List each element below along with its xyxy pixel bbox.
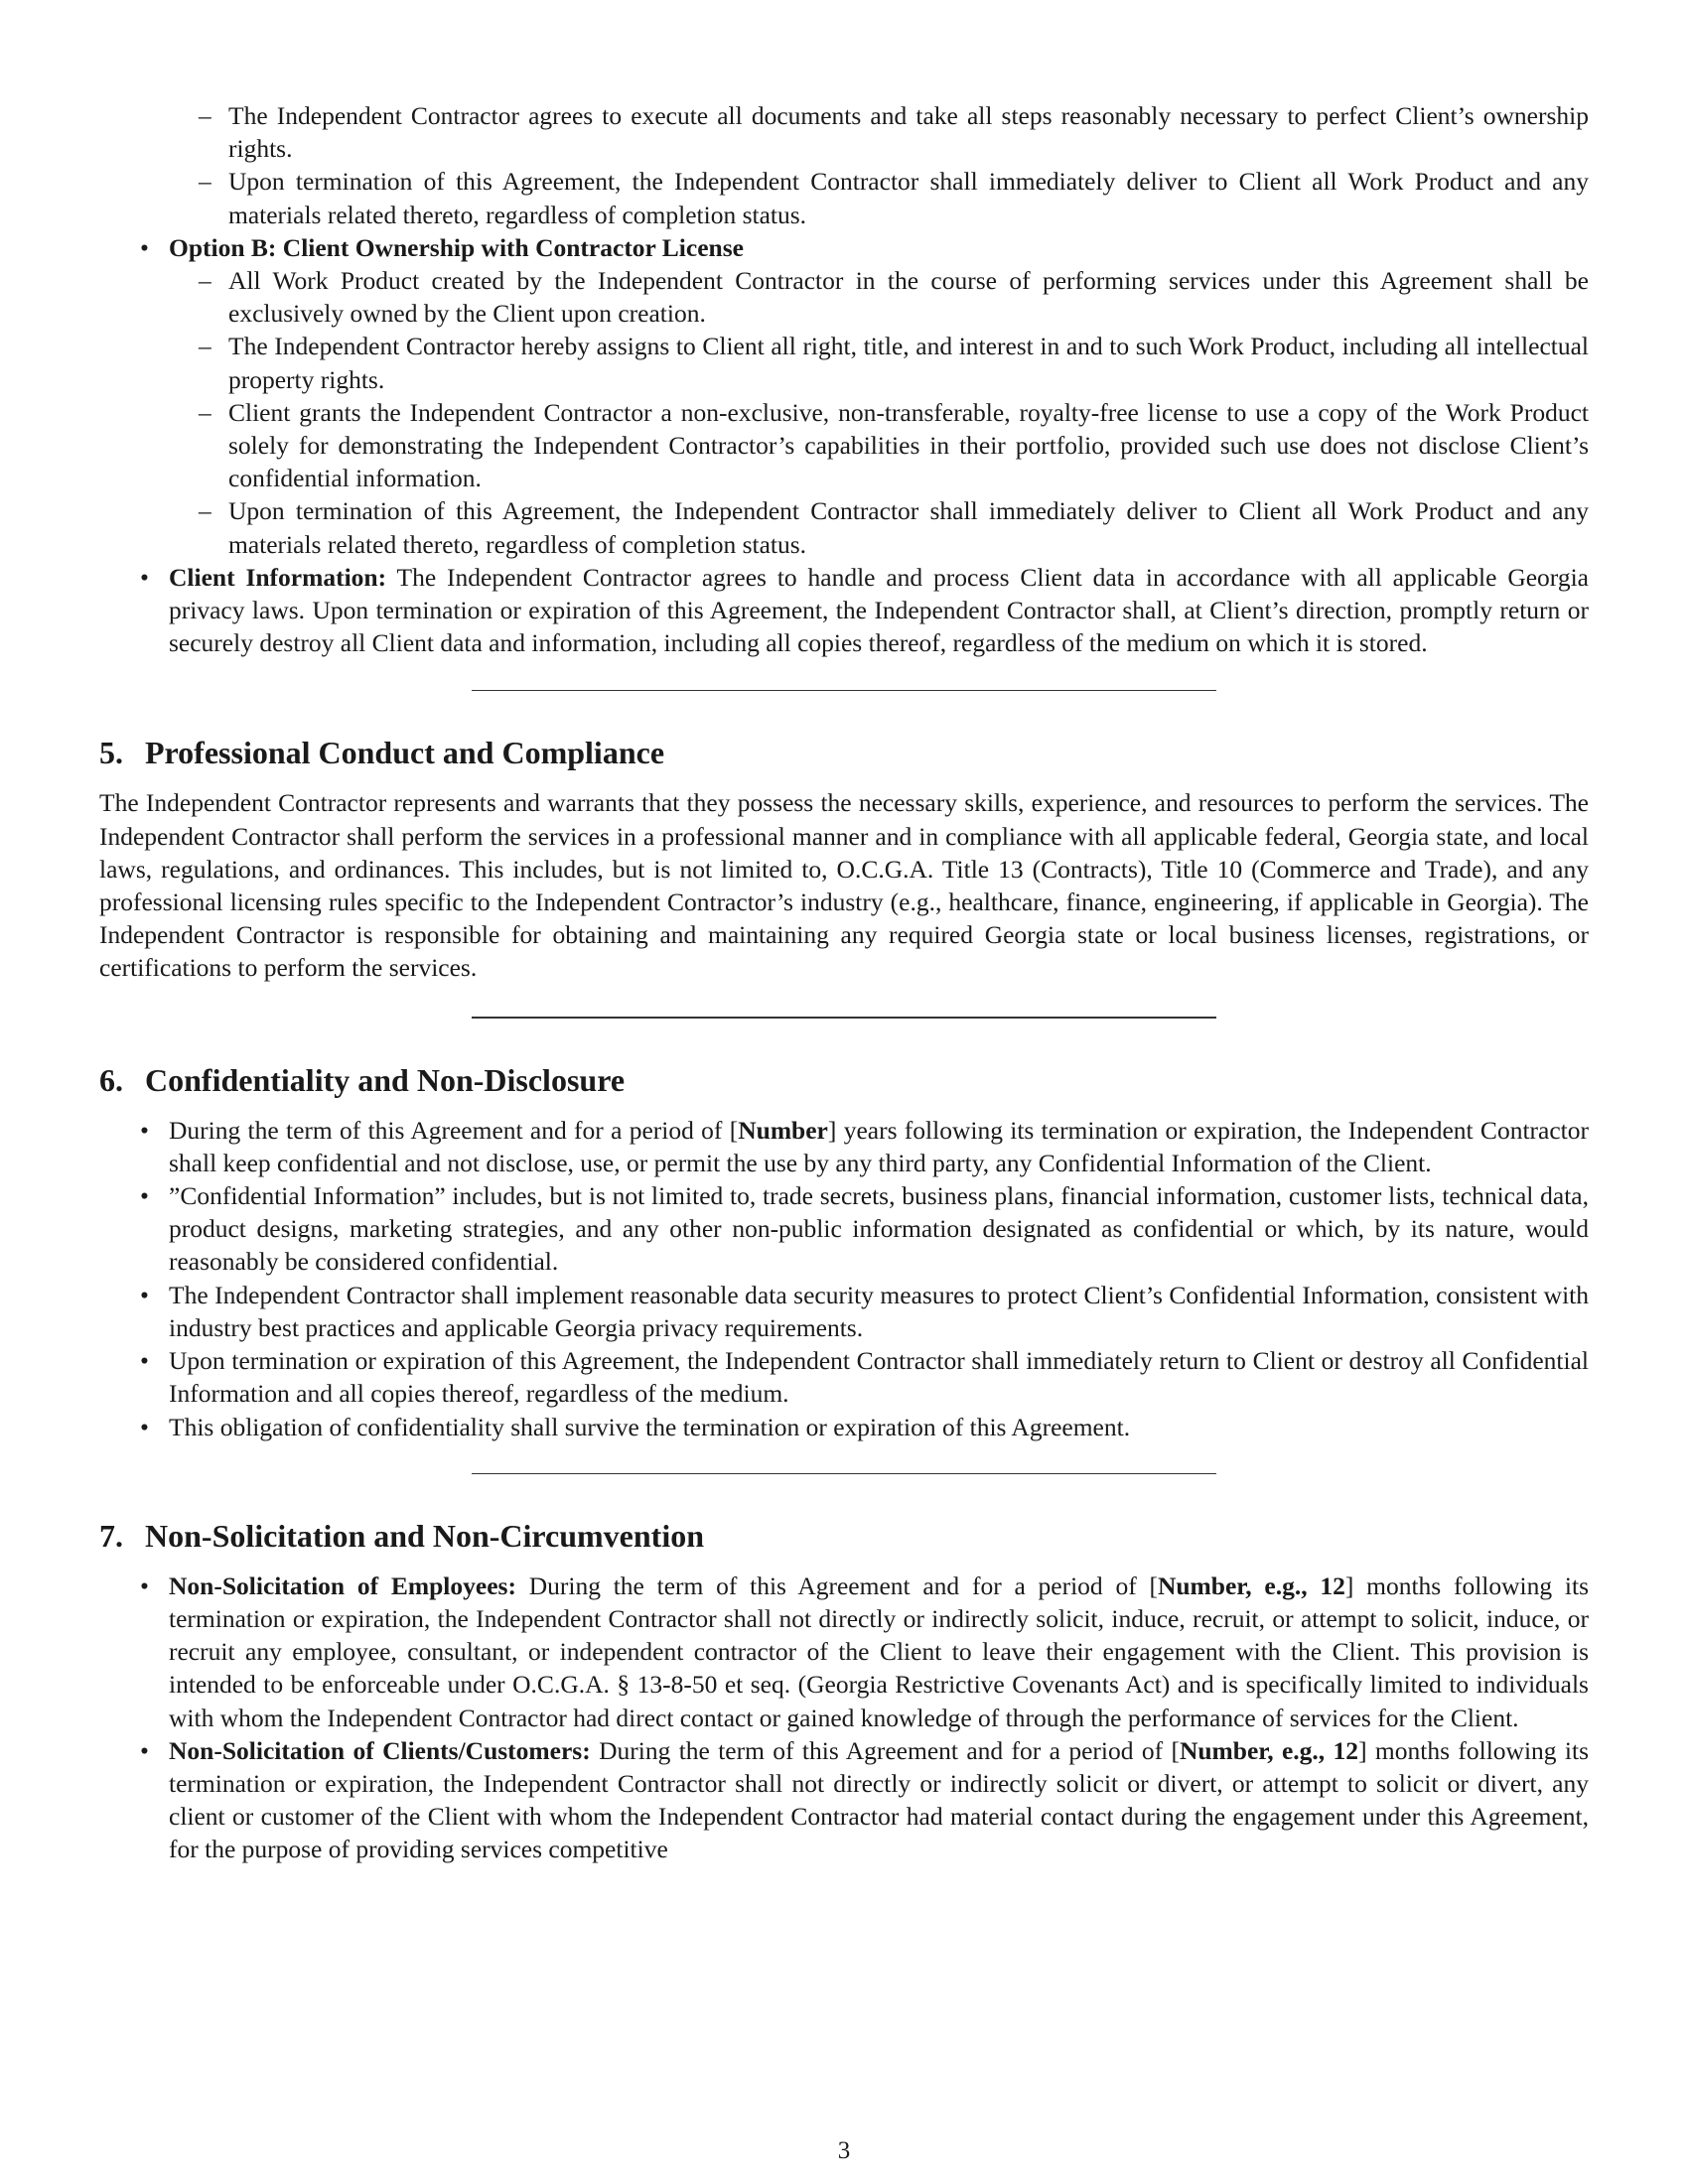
section-title: Professional Conduct and Compliance bbox=[145, 735, 665, 771]
continued-list bbox=[99, 99, 1589, 659]
section-7-list bbox=[99, 1570, 1589, 1866]
item-text: During the term of this Agreement and for a period of [ bbox=[590, 1735, 1180, 1765]
section-title: Non-Solicitation and Non-Circumvention bbox=[145, 1517, 705, 1554]
placeholder-number: Number bbox=[738, 1115, 828, 1145]
item-label: Non-Solicitation of Employees: bbox=[169, 1570, 516, 1600]
list-item: • This obligation of confidentiality shall survive the termination or expiration of this Agreement. bbox=[99, 1411, 1589, 1443]
list-item: • The Independent Contractor shall implement reasonable data security measures to protect Client’s Confidential Information, consistent with industry best practices and applicable Georgia privacy requirements. bbox=[99, 1279, 1589, 1344]
list-item bbox=[99, 1734, 1589, 1866]
client-information-item bbox=[99, 561, 1589, 660]
list-item: – The Independent Contractor agrees to execute all documents and take all steps reasonably necessary to perfect Client’s ownership rights. bbox=[99, 99, 1589, 165]
placeholder-number: Number, e.g., 12 bbox=[1179, 1735, 1359, 1765]
list-item: – The Independent Contractor hereby assigns to Client all right, title, and interest in and to such Work Product, including all intellectual property rights. bbox=[99, 330, 1589, 395]
list-item: • ”Confidential Information” includes, but is not limited to, trade secrets, business plans, financial information, customer lists, technical data, product designs, marketing strategies, and any other non-public information designated as confidential or which, by its nature, would reasonably be considered confidential. bbox=[99, 1179, 1589, 1279]
section-6-list bbox=[99, 1114, 1589, 1443]
client-information-label: Client Information: bbox=[169, 562, 387, 592]
item-text: ] months following its termination or expiration, the Independent Contractor shall not directly or indirectly solicit, induce, recruit, or attempt to solicit, induce, or recruit any employee, consultant, or independent contractor of the Client to leave their engagement with the Client. This provision is intended to be enforceable under O.C.G.A. § 13-8-50 et seq. (Georgia Restrictive Covenants Act) and is specifically limited to individuals with whom the Independent Contractor had direct contact or gained knowledge of through the performance of services for the Client. bbox=[169, 1570, 1589, 1732]
item-text: During the term of this Agreement and for a period of [ bbox=[169, 1115, 739, 1145]
list-item: – Upon termination of this Agreement, the Independent Contractor shall immediately deliver to Client all Work Product and any materials related thereto, regardless of completion status. bbox=[99, 494, 1589, 560]
page-content bbox=[99, 99, 1589, 1866]
item-label: Non-Solicitation of Clients/Customers: bbox=[169, 1735, 591, 1765]
page-number: 3 bbox=[837, 2137, 851, 2164]
section-title: Confidentiality and Non-Disclosure bbox=[145, 1061, 626, 1098]
list-item: – Upon termination of this Agreement, the Independent Contractor shall immediately deliver to Client all Work Product and any materials related thereto, regardless of completion status. bbox=[99, 165, 1589, 230]
option-b-item bbox=[99, 231, 1589, 561]
section-6-heading bbox=[99, 1060, 1589, 1100]
item-text: During the term of this Agreement and for a period of [ bbox=[515, 1570, 1158, 1600]
section-number: 5. bbox=[99, 735, 123, 771]
item-text: ] months following its termination or expiration, the Independent Contractor shall not directly or indirectly solicit or divert, or attempt to solicit or divert, any client or customer of the Client with whom the Independent Contractor had material contact during the engagement under this Agreement, for the purpose of providing services competitive bbox=[169, 1735, 1589, 1864]
section-divider bbox=[472, 1017, 1216, 1019]
section-5-body: The Independent Contractor represents and warrants that they possess the necessary skills, experience, and resources to perform the services. The Independent Contractor shall perform the services in a professional manner and in compliance with all applicable federal, Georgia state, and local laws, regulations, and ordinances. This includes, but is not limited to, O.C.G.A. Title 13 (Contracts), Title 10 (Commerce and Trade), and any professional licensing rules specific to the Independent Contractor’s industry (e.g., healthcare, finance, engineering, if applicable in Georgia). The Independent Contractor is responsible for obtaining and maintaining any required Georgia state or local business licenses, registrations, or certifications to perform the services. bbox=[99, 788, 1589, 983]
list-item: – Client grants the Independent Contractor a non-exclusive, non-transferable, royalty-free license to use a copy of the Work Product solely for demonstrating the Independent Contractor’s capabilities in their portfolio, provided such use does not disclose Client’s confidential information. bbox=[99, 396, 1589, 495]
section-number: 7. bbox=[99, 1517, 123, 1554]
section-number: 6. bbox=[99, 1061, 123, 1098]
list-item bbox=[99, 1570, 1589, 1734]
option-b-sublist bbox=[169, 264, 1589, 561]
section-5-heading bbox=[99, 733, 1589, 772]
option-b-title: Option B: Client Ownership with Contractor License bbox=[169, 232, 744, 262]
section-divider bbox=[472, 690, 1216, 691]
list-item bbox=[99, 1114, 1589, 1179]
list-item: – All Work Product created by the Independent Contractor in the course of performing services under this Agreement shall be exclusively owned by the Client upon creation. bbox=[99, 264, 1589, 330]
section-divider bbox=[472, 1473, 1216, 1474]
item-text: ] years following its termination or expiration, the Independent Contractor shall keep confidential and not disclose, use, or permit the use by any third party, any Confidential Information of the Client. bbox=[169, 1115, 1589, 1177]
placeholder-number: Number, e.g., 12 bbox=[1157, 1570, 1345, 1600]
section-7-heading bbox=[99, 1516, 1589, 1556]
list-item: • Upon termination or expiration of this Agreement, the Independent Contractor shall immediately return to Client or destroy all Confidential Information and all copies thereof, regardless of the medium. bbox=[99, 1344, 1589, 1410]
client-information-text: The Independent Contractor agrees to handle and process Client data in accordance with all applicable Georgia privacy laws. Upon termination or expiration of this Agreement, the Independent Contractor shall, at Client’s direction, promptly return or securely destroy all Client data and information, including all copies thereof, regardless of the medium on which it is stored. bbox=[169, 562, 1589, 658]
